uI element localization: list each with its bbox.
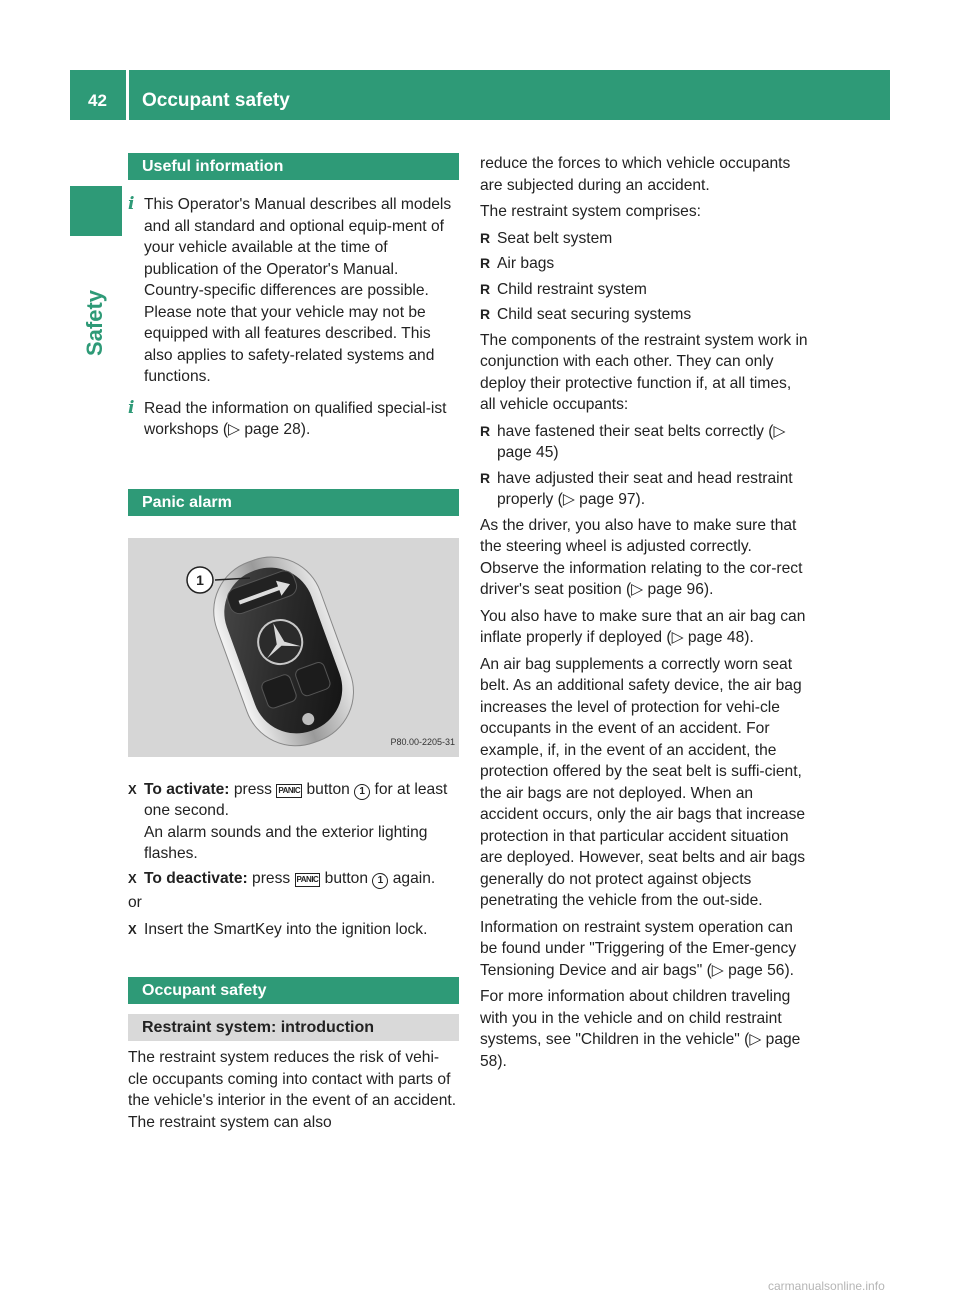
info-note: [128, 194, 459, 388]
info-icon: i: [128, 194, 135, 214]
list-item: R have adjusted their seat and head restraint properly (▷ page 97).: [480, 468, 811, 511]
list-item: R Child seat securing systems: [480, 304, 811, 326]
step-activate: X To activate: press PANIC button 1 for at least one second. An alarm sounds and the exterior lighting flashes.: [128, 779, 459, 865]
info-icon: i: [128, 397, 135, 418]
bullet-icon: R: [480, 469, 491, 486]
panic-alarm-heading: Panic alarm: [128, 489, 459, 516]
useful-info-heading: Useful information: [128, 153, 459, 180]
step-insert-key: X Insert the SmartKey into the ignition lock.: [128, 919, 459, 941]
components-list: [480, 228, 811, 326]
left-column: [128, 153, 459, 1138]
or-text: or: [128, 894, 142, 911]
header-divider: [126, 70, 129, 120]
callout-number-icon: 1: [372, 873, 388, 889]
deactivate-label: To deactivate:: [144, 869, 248, 887]
bullet-icon: R: [480, 255, 491, 271]
list-item: R have fastened their seat belts correctly (▷ page 45): [480, 421, 811, 464]
panic-button-icon: PANIC: [276, 784, 302, 798]
figure-code: P80.00-2205-31: [390, 737, 455, 747]
bullet-icon: R: [480, 422, 491, 439]
callout-number: 1: [196, 571, 204, 588]
restraint-intro: The restraint system reduces the risk of vehi-cle occupants coming into contact with parts of the vehicle's interior in the event of an accident. The restraint system can also: [128, 1049, 457, 1131]
step-arrow-icon: X: [128, 921, 137, 937]
page-title: Occupant safety: [142, 90, 290, 111]
paragraph: Information on restraint system operation can be found under "Triggering of the Emer-gency Tensioning Device and air bags" (▷ page 56).: [480, 918, 797, 979]
occupant-safety-heading: Occupant safety: [128, 977, 459, 1004]
list-item: R Air bags: [480, 253, 811, 275]
section-tab-label: Safety: [82, 289, 107, 357]
info-note: [128, 398, 459, 441]
paragraph: reduce the forces to which vehicle occupants are subjected during an accident.: [480, 155, 791, 194]
page-number: 42: [88, 91, 107, 110]
bullet-icon: R: [480, 306, 491, 322]
right-column: [480, 153, 811, 1077]
paragraph: The restraint system comprises:: [480, 203, 701, 220]
smartkey-illustration: [128, 538, 459, 757]
paragraph: For more information about children traveling with you in the vehicle and on child restraint systems, see "Children in the vehicle" (▷ page 58).: [480, 988, 801, 1070]
paragraph: You also have to make sure that an air bag can inflate properly if deployed (▷ page 48).: [480, 607, 806, 646]
panic-button-icon: PANIC: [295, 873, 321, 887]
step-deactivate: X To deactivate: press PANIC button 1 again.: [128, 868, 459, 890]
activate-label: To activate:: [144, 780, 230, 798]
paragraph: As the driver, you also have to make sure that the steering wheel is adjusted correctly. Observe the information relating to the cor-rect driver's seat position (▷ page 96).: [480, 516, 803, 598]
info-note-text: Read the information on qualified special-ist workshops (▷ page 28).: [144, 399, 447, 438]
bullet-icon: R: [480, 280, 491, 297]
restraint-system-subheading: Restraint system: introduction: [128, 1014, 459, 1041]
step-arrow-icon: X: [128, 781, 137, 797]
section-marker: [70, 186, 122, 236]
info-note-text: This Operator's Manual describes all models and all standard and optional equip-ment of your vehicle available at the time of publication of the Operator's Manual. Country-specific differences are possible. Please note that your vehicle may not be equipped with all features described. This also applies to safety-related systems and functions.: [144, 196, 452, 385]
watermark-link[interactable]: carmanualsonline.info: [768, 1279, 885, 1293]
paragraph: An air bag supplements a correctly worn seat belt. As an additional safety device, the air bag increases the level of protection for vehi-cle occupants in the event of an accident. For example, if, in the event of an accident, the protection offered by the seat belt is suffi-cient, the air bags are not deployed. When an accident occurs, only the air bags that increase protection in that particular accident situation are deployed. However, seat belts and air bags generally do not protect against objects penetrating the vehicle from the out-side.: [480, 655, 806, 909]
list-item: R Seat belt system: [480, 228, 811, 250]
step-arrow-icon: X: [128, 870, 137, 886]
bullet-icon: R: [480, 229, 491, 246]
list-item: R Child restraint system: [480, 279, 811, 301]
activate-result: An alarm sounds and the exterior lighting flashes.: [144, 823, 428, 862]
smartkey-figure: [128, 538, 459, 757]
conditions-list: [480, 421, 811, 511]
callout-number-icon: 1: [354, 784, 370, 800]
paragraph: The components of the restraint system work in conjunction with each other. They can only deploy their protective function if, at all times, all vehicle occupants:: [480, 331, 808, 413]
